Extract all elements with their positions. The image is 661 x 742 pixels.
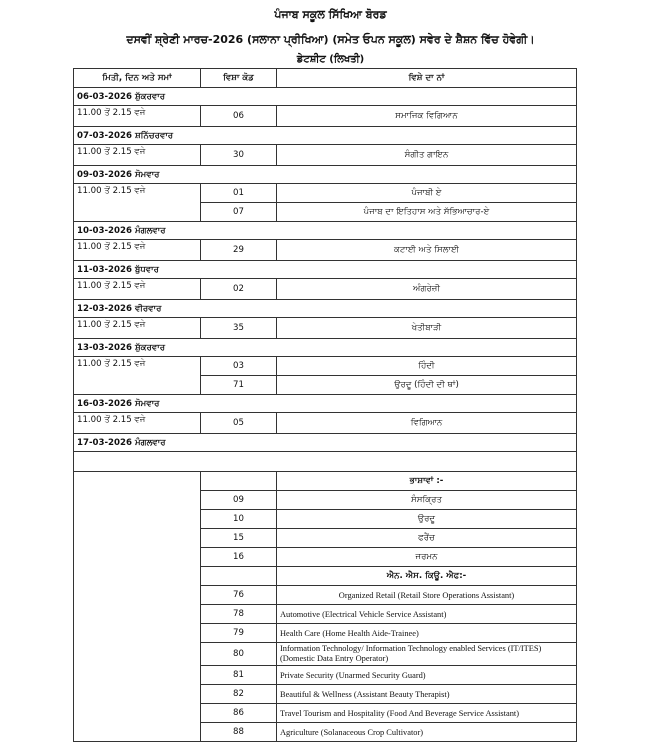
time-cell: 11.00 ਤੋਂ 2.15 ਵਜੇ <box>74 279 201 300</box>
date-row <box>74 434 577 452</box>
datesheet-table <box>73 68 577 742</box>
subject-name: ਪੰਜਾਬ ਦਾ ਇਤਿਹਾਸ ਅਤੇ ਸੱਭਿਆਚਾਰ-ਏ <box>277 203 577 222</box>
time-cell: 11.00 ਤੋਂ 2.15 ਵਜੇ <box>74 106 201 127</box>
table-row <box>74 240 577 261</box>
time-cell: 11.00 ਤੋਂ 2.15 ਵਜੇ <box>74 145 201 166</box>
subject-code: 88 <box>201 723 277 742</box>
subject-code: 10 <box>201 510 277 529</box>
col-code-header: ਵਿਸ਼ਾ ਕੋਡ <box>201 69 277 88</box>
subject-name: ਹਿੰਦੀ <box>277 357 577 376</box>
subject-code: 30 <box>201 145 277 166</box>
subject-code: 79 <box>201 624 277 643</box>
datesheet-title: ਡੇਟਸ਼ੀਟ (ਲਿਖਤੀ) <box>296 54 365 65</box>
subject-code: 86 <box>201 704 277 723</box>
subject-code: 81 <box>201 666 277 685</box>
subject-name: ਸਮਾਜਿਕ ਵਿਗਿਆਨ <box>277 106 577 127</box>
exam-subtitle: ਦਸਵੀਂ ਸ਼੍ਰੇਣੀ ਮਾਰਚ-2026 (ਸਲਾਨਾ ਪ੍ਰੀਖਿਆ) (ਸਮੇਤ ਓਪਨ ਸਕੂਲ) ਸਵੇਰ ਦੇ ਸ਼ੈਸ਼ਨ ਵਿੱਚ ਹੋਵੇਗੀ। <box>126 33 535 46</box>
subject-name: Automotive (Electrical Vehicle Service Assistant) <box>277 605 577 624</box>
subject-name: ਫਰੈਂਚ <box>277 529 577 548</box>
subject-name: Private Security (Unarmed Security Guard) <box>277 666 577 685</box>
subject-code: 15 <box>201 529 277 548</box>
date-label: 16-03-2026 ਸੋਮਵਾਰ <box>74 395 577 413</box>
date-row <box>74 395 577 413</box>
subject-name: Agriculture (Solanaceous Crop Cultivator) <box>277 723 577 742</box>
subject-name: ਸੰਸਕ੍ਰਿਤ <box>277 491 577 510</box>
table-header-row <box>74 69 577 88</box>
date-row <box>74 127 577 145</box>
subject-name: Beautiful & Wellness (Assistant Beauty Therapist) <box>277 685 577 704</box>
blank-code-cell <box>201 567 277 586</box>
blank-code-cell <box>201 472 277 491</box>
board-title: ਪੰਜਾਬ ਸਕੂਲ ਸਿੱਖਿਆ ਬੋਰਡ <box>274 8 387 21</box>
subject-code: 09 <box>201 491 277 510</box>
subject-name: Information Technology/ Information Technology enabled Services (IT/ITES) (Domestic Data Entry Operator) <box>277 643 577 666</box>
date-row <box>74 88 577 106</box>
subject-name: ਅੰਗਰੇਜ਼ੀ <box>277 279 577 300</box>
date-row <box>74 222 577 240</box>
date-label: 10-03-2026 ਮੰਗਲਵਾਰ <box>74 222 577 240</box>
date-label: 11-03-2026 ਬੁੱਧਵਾਰ <box>74 261 577 279</box>
subject-code: 35 <box>201 318 277 339</box>
date-row <box>74 300 577 318</box>
time-cell: 11.00 ਤੋਂ 2.15 ਵਜੇ <box>74 318 201 339</box>
table-row <box>74 145 577 166</box>
subject-code: 78 <box>201 605 277 624</box>
subject-code: 29 <box>201 240 277 261</box>
date-row <box>74 166 577 184</box>
subject-code: 76 <box>201 586 277 605</box>
subject-code: 07 <box>201 203 277 222</box>
col-date-header: ਮਿਤੀ, ਦਿਨ ਅਤੇ ਸਮਾਂ <box>74 69 201 88</box>
date-row <box>74 339 577 357</box>
blank-cell <box>74 452 577 472</box>
subject-name: ਕਟਾਈ ਅਤੇ ਸਿਲਾਈ <box>277 240 577 261</box>
table-row <box>74 106 577 127</box>
date-label: 17-03-2026 ਮੰਗਲਵਾਰ <box>74 434 577 452</box>
table-row <box>74 472 577 491</box>
blank-time-cell <box>74 472 201 742</box>
subject-code: 82 <box>201 685 277 704</box>
time-cell: 11.00 ਤੋਂ 2.15 ਵਜੇ <box>74 357 201 395</box>
time-cell: 11.00 ਤੋਂ 2.15 ਵਜੇ <box>74 184 201 222</box>
subject-name: ਉਰਦੂ (ਹਿੰਦੀ ਦੀ ਥਾਂ) <box>277 376 577 395</box>
date-label: 12-03-2026 ਵੀਰਵਾਰ <box>74 300 577 318</box>
time-cell: 11.00 ਤੋਂ 2.15 ਵਜੇ <box>74 240 201 261</box>
date-label: 09-03-2026 ਸੋਮਵਾਰ <box>74 166 577 184</box>
subject-code: 06 <box>201 106 277 127</box>
table-row <box>74 318 577 339</box>
subject-name: Travel Tourism and Hospitality (Food And Beverage Service Assistant) <box>277 704 577 723</box>
subject-name: Health Care (Home Health Aide-Trainee) <box>277 624 577 643</box>
subject-code: 02 <box>201 279 277 300</box>
subject-name: ਵਿਗਿਆਨ <box>277 413 577 434</box>
subject-code: 16 <box>201 548 277 567</box>
time-cell: 11.00 ਤੋਂ 2.15 ਵਜੇ <box>74 413 201 434</box>
subject-name: ਜਰਮਨ <box>277 548 577 567</box>
date-row <box>74 261 577 279</box>
table-row <box>74 413 577 434</box>
date-label: 13-03-2026 ਸ਼ੁੱਕਰਵਾਰ <box>74 339 577 357</box>
subject-name: ਖੇਤੀਬਾੜੀ <box>277 318 577 339</box>
subject-code: 71 <box>201 376 277 395</box>
languages-heading: ਭਾਸ਼ਾਵਾਂ :- <box>277 472 577 491</box>
subject-code: 80 <box>201 643 277 666</box>
subject-name: ਸੰਗੀਤ ਗਾਇਨ <box>277 145 577 166</box>
date-label: 06-03-2026 ਸ਼ੁੱਕਰਵਾਰ <box>74 88 577 106</box>
table-row <box>74 184 577 203</box>
subject-code: 01 <box>201 184 277 203</box>
table-row <box>74 357 577 376</box>
col-subject-header: ਵਿਸ਼ੇ ਦਾ ਨਾਂ <box>277 69 577 88</box>
table-row <box>74 452 577 472</box>
subject-code: 03 <box>201 357 277 376</box>
nsqf-heading: ਐਨ. ਐਸ. ਕਿਊ. ਐਫ:- <box>277 567 577 586</box>
subject-name: ਉਰਦੂ <box>277 510 577 529</box>
date-label: 07-03-2026 ਸ਼ਨਿੱਚਰਵਾਰ <box>74 127 577 145</box>
table-row <box>74 279 577 300</box>
subject-name: ਪੰਜਾਬੀ ਏ <box>277 184 577 203</box>
subject-code: 05 <box>201 413 277 434</box>
subject-name: Organized Retail (Retail Store Operations Assistant) <box>277 586 577 605</box>
